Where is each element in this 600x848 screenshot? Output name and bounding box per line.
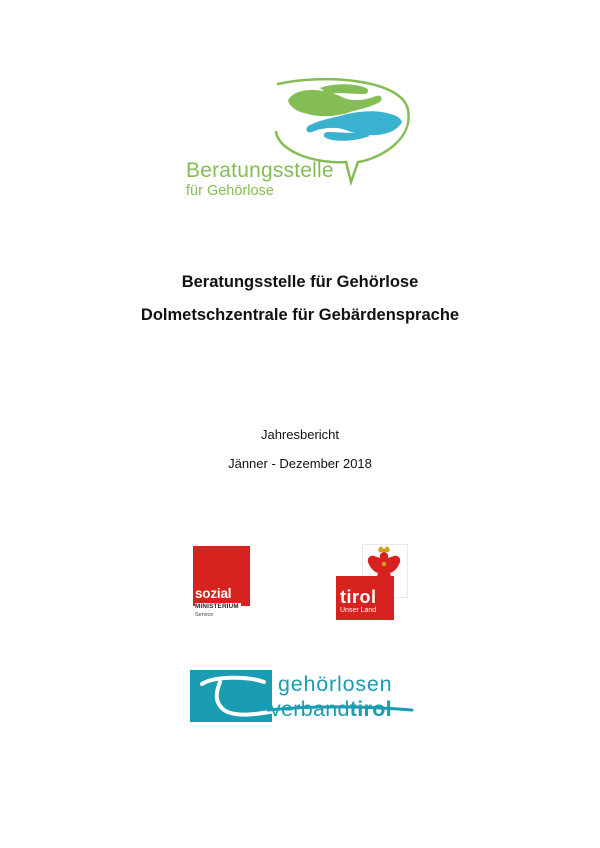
document-title: Beratungsstelle für Gehörlose [181, 273, 419, 291]
beratungsstelle-logo [170, 70, 420, 210]
logo-text-fuer-gehoerlose: für Gehörlose [186, 183, 274, 199]
service-word: Service [195, 612, 214, 618]
report-period: Jänner - Dezember 2018 [228, 456, 372, 471]
logo-text-beratungsstelle: Beratungsstelle [186, 159, 334, 182]
sozialministerium-logo [193, 546, 251, 620]
report-type: Jahresbericht [260, 427, 340, 442]
gv-text-tirol: tirol [349, 697, 392, 721]
document-subtitle: Dolmetschzentrale für Gebärdensprache [140, 306, 460, 324]
gv-text-gehoerlosen: gehörlosen [278, 672, 393, 696]
gehoerlosenverband-logo [190, 670, 415, 724]
gv-text-verbandtirol [270, 697, 392, 721]
tirol-word: tirol [340, 587, 377, 607]
gv-text-verband: verband [270, 697, 350, 721]
sozial-word: sozial [195, 586, 232, 601]
tirol-logo [336, 544, 408, 620]
ministerium-word: MINISTERIUM [195, 603, 239, 610]
tirol-tagline: Unser Land [340, 607, 377, 614]
